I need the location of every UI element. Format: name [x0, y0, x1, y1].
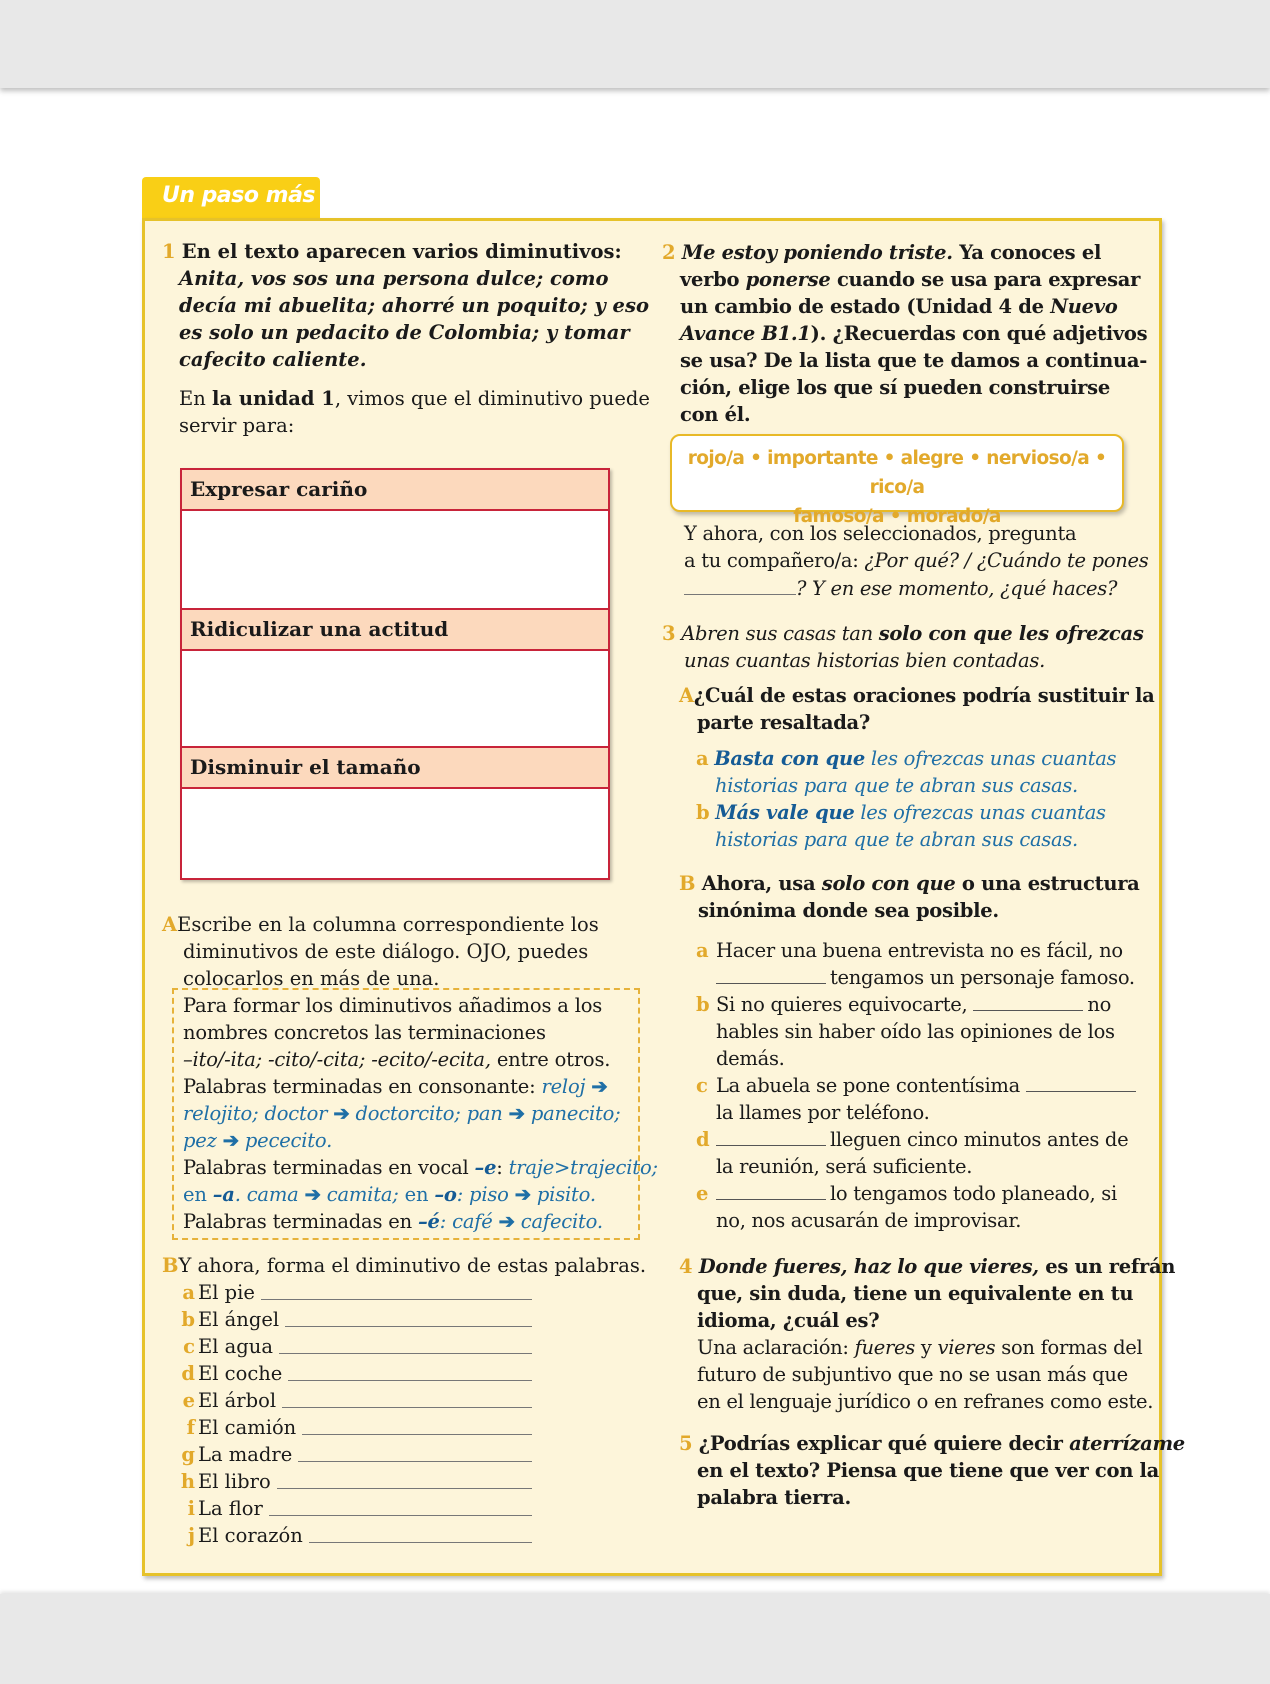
- word-item: [177, 1441, 532, 1468]
- rule-line: entre otros.: [490, 1048, 611, 1071]
- table-header-label: Disminuir el tamaño: [190, 755, 421, 779]
- diminutive-table: [180, 468, 610, 880]
- bottom-bar: [0, 1594, 1270, 1684]
- option-text: historias para que te abran sus casas.: [715, 774, 1078, 797]
- item-text: la llames por teléfono.: [716, 1101, 930, 1124]
- word-item: [177, 1360, 532, 1387]
- exercise-4: [679, 1253, 1175, 1415]
- item-letter: e: [182, 1389, 195, 1412]
- item-letter: a: [182, 1281, 195, 1304]
- followup-question: ? Y en ese momento, ¿qué haces?: [796, 577, 1118, 600]
- rule-line: nombres concretos las terminaciones: [183, 1021, 546, 1044]
- rule-example: cafecito.: [520, 1210, 603, 1233]
- adjective-list: rojo/a • importante • alegre • nervioso/a • rico/a: [687, 448, 1107, 498]
- exercise-3A-options: [696, 745, 1116, 853]
- exercise-1A-text: Escribe en la columna correspondiente los: [177, 913, 599, 936]
- rule-ending: –a: [212, 1183, 235, 1206]
- item-letter: c: [183, 1335, 195, 1358]
- arrow-icon: ➔: [333, 1102, 350, 1125]
- exercise-3-quote: Abren sus casas tan: [681, 622, 879, 645]
- quote-line: Anita, vos sos una persona dulce; como: [179, 267, 609, 290]
- answer-line[interactable]: [716, 1180, 826, 1200]
- rule-example: camita;: [326, 1183, 399, 1206]
- exercise-2-book: Nuevo: [1050, 295, 1118, 318]
- answer-line[interactable]: [282, 1387, 532, 1408]
- item-text: lo tengamos todo planeado, si: [830, 1182, 1117, 1205]
- item-word: El árbol: [198, 1389, 277, 1412]
- exercise-1-paragraph: [179, 385, 650, 439]
- exercise-1-intro: En el texto aparecen varios diminutivos:: [181, 240, 622, 263]
- exercise-2-text: con él.: [680, 403, 751, 426]
- option-letter: a: [696, 747, 709, 770]
- exercise-2-text: un cambio de estado (Unidad 4 de: [680, 295, 1051, 318]
- rule-line: :: [496, 1156, 509, 1179]
- table-header-label: Ridiculizar una actitud: [190, 617, 449, 641]
- item-text: lleguen cinco minutos antes de: [830, 1128, 1129, 1151]
- word-item: [177, 1468, 532, 1495]
- answer-line[interactable]: [288, 1360, 532, 1381]
- para-text: , vimos que el diminutivo puede: [334, 387, 650, 410]
- exercise-5-text: ¿Podrías explicar qué quiere decir: [698, 1432, 1070, 1455]
- para-text: En: [179, 387, 212, 410]
- arrow-icon: ➔: [304, 1183, 321, 1206]
- word-item: [177, 1414, 532, 1441]
- rule-example: pececito.: [244, 1129, 333, 1152]
- item-letter: h: [180, 1470, 195, 1493]
- adjective-list: famoso/a • morado/a: [793, 506, 1001, 527]
- item-letter: f: [186, 1416, 195, 1439]
- arrow-icon: ➔: [514, 1183, 531, 1206]
- exercise-1-quote: [179, 265, 649, 373]
- item-letter: j: [187, 1524, 195, 1547]
- rule-ending: –o: [434, 1183, 457, 1206]
- item-word: El pie: [198, 1281, 255, 1304]
- exercise-3A-question: parte resaltada?: [697, 711, 870, 734]
- item-text: La abuela se pone contentísima: [716, 1074, 1020, 1097]
- exercise-3-highlight: solo con que les ofrezcas: [878, 622, 1144, 645]
- para-bold: la unidad 1: [212, 387, 335, 410]
- item-letter: g: [181, 1443, 195, 1466]
- exercise-3B-text: o una estructura: [955, 872, 1140, 895]
- answer-line[interactable]: [716, 964, 826, 984]
- rule-line: Palabras terminadas en consonante:: [183, 1075, 542, 1098]
- exercise-1B-instruction: Y ahora, forma el diminutivo de estas palabras.: [178, 1254, 647, 1277]
- rule-endings: –ito/-ita; -cito/-cita; -ecito/-ecita,: [183, 1048, 491, 1071]
- option-text: les ofrezcas unas cuantas: [864, 747, 1117, 770]
- exercise-3B-text: sinónima donde sea posible.: [698, 899, 999, 922]
- item-text: demás.: [716, 1047, 785, 1070]
- quote-line: cafecito caliente.: [179, 348, 367, 371]
- item-word: El corazón: [198, 1524, 303, 1547]
- exercise-3-number: 3: [662, 622, 676, 645]
- option-phrase: Más vale que: [715, 801, 855, 824]
- rule-example: panecito;: [530, 1102, 621, 1125]
- exercise-1-number: 1: [162, 240, 176, 263]
- rule-line: en: [183, 1183, 213, 1206]
- rule-box-text: [183, 992, 658, 1235]
- arrow-icon: ➔: [591, 1075, 608, 1098]
- item-letter: a: [696, 939, 709, 962]
- item-letter: b: [181, 1308, 195, 1331]
- rule-example: pez: [183, 1129, 217, 1152]
- exercise-2-title: Me estoy poniendo triste.: [681, 241, 953, 264]
- rule-ending: –e: [474, 1156, 497, 1179]
- word-item: [177, 1333, 532, 1360]
- adjective-box: [670, 434, 1124, 527]
- item-letter: b: [696, 993, 710, 1016]
- item-word: El camión: [198, 1416, 297, 1439]
- exercise-2-text: se usa? De la lista que te damos a continua-: [680, 349, 1148, 372]
- option-text: les ofrezcas unas cuantas: [854, 801, 1106, 824]
- exercise-5-text: palabra tierra.: [697, 1486, 851, 1509]
- rule-example: pisito.: [536, 1183, 596, 1206]
- quote-line: es solo un pedacito de Colombia; y tomar: [179, 321, 630, 344]
- followup-text: a tu compañero/a:: [684, 549, 865, 572]
- exercise-1A-label: A: [162, 913, 178, 936]
- option-letter: b: [696, 801, 710, 824]
- item-word: El coche: [198, 1362, 283, 1385]
- item-letter: i: [187, 1497, 195, 1520]
- exercise-4-form: vieres: [937, 1336, 996, 1359]
- exercise-1: [162, 238, 622, 265]
- exercise-5-word: aterrízame: [1069, 1432, 1185, 1455]
- rule-example: . cama: [234, 1183, 299, 1206]
- exercise-3B-items: [696, 937, 1140, 1234]
- item-letter: e: [696, 1182, 709, 1205]
- exercise-4-text: es un refrán: [1038, 1255, 1176, 1278]
- quote-line: decía mi abuelita; ahorré un poquito; y eso: [179, 294, 649, 317]
- item-word: El agua: [198, 1335, 273, 1358]
- rule-line: en: [398, 1183, 435, 1206]
- exercise-5: [679, 1430, 1185, 1511]
- word-item: [177, 1387, 532, 1414]
- exercise-4-form: fueres: [854, 1336, 915, 1359]
- rule-example: doctorcito; pan: [355, 1102, 503, 1125]
- exercise-2-text: ción, elige los que sí pueden construirse: [680, 376, 1110, 399]
- word-item: [177, 1522, 532, 1549]
- answer-line[interactable]: [279, 1333, 532, 1354]
- exercise-3-quote: unas cuantas historias bien contadas.: [684, 649, 1045, 672]
- answer-line[interactable]: [277, 1468, 532, 1489]
- item-text: Hacer una buena entrevista no es fácil, no: [716, 939, 1123, 962]
- answer-line[interactable]: [973, 991, 1083, 1011]
- item-letter: d: [181, 1362, 195, 1385]
- item-word: El libro: [198, 1470, 271, 1493]
- item-text: no, nos acusarán de improvisar.: [716, 1209, 1022, 1232]
- exercise-4-number: 4: [679, 1255, 693, 1278]
- rule-example: : café: [439, 1210, 493, 1233]
- section-tab-title: Un paso más: [162, 183, 316, 208]
- item-text: hables sin haber oído las opiniones de los: [716, 1020, 1115, 1043]
- exercise-3: [662, 620, 1144, 674]
- exercise-3A: [679, 682, 1154, 736]
- exercise-3B-structure: solo con que: [821, 872, 956, 895]
- exercise-1B-label: B: [162, 1254, 179, 1277]
- item-text: no: [1087, 993, 1112, 1016]
- arrow-icon: ➔: [508, 1102, 525, 1125]
- para-text: servir para:: [179, 414, 295, 437]
- exercise-4-note: y: [915, 1336, 938, 1359]
- answer-line[interactable]: [309, 1522, 532, 1543]
- option-text: historias para que te abran sus casas.: [715, 828, 1078, 851]
- exercise-2-book: Avance B1.1: [680, 322, 811, 345]
- followup-text: Y ahora, con los seleccionados, pregunta: [684, 522, 1077, 545]
- exercise-4-note: son formas del: [995, 1336, 1143, 1359]
- exercise-3B-label: B: [679, 872, 696, 895]
- rule-example: relojito; doctor: [183, 1102, 328, 1125]
- answer-line[interactable]: [285, 1306, 532, 1327]
- exercise-2-number: 2: [662, 241, 676, 264]
- word-item: [177, 1279, 532, 1306]
- item-letter: d: [696, 1128, 710, 1151]
- answer-line[interactable]: [684, 574, 796, 595]
- option-a: [696, 745, 1116, 772]
- rule-ending: –é: [418, 1210, 440, 1233]
- exercise-4-text: idioma, ¿cuál es?: [697, 1309, 880, 1332]
- exercise-5-text: en el texto? Piensa que tiene que ver con la: [697, 1459, 1159, 1482]
- item-text: tengamos un personaje famoso.: [830, 966, 1135, 989]
- exercise-2-text: Ya conoces el: [952, 241, 1102, 264]
- answer-line[interactable]: [716, 1126, 826, 1146]
- table-header: [182, 608, 608, 651]
- word-item: [177, 1495, 532, 1522]
- item-word: La madre: [198, 1443, 293, 1466]
- item-text: Si no quieres equivocarte,: [716, 993, 968, 1016]
- rule-line: Para formar los diminutivos añadimos a los: [183, 994, 603, 1017]
- answer-line[interactable]: [1026, 1072, 1136, 1092]
- exercise-3B-text: Ahora, usa: [701, 872, 822, 895]
- exercise-1A: [162, 911, 599, 992]
- rule-example: reloj: [541, 1075, 586, 1098]
- rule-example: : piso: [456, 1183, 509, 1206]
- answer-line[interactable]: [298, 1441, 532, 1462]
- item-word: La flor: [198, 1497, 263, 1520]
- exercise-1A-text: diminutivos de este diálogo. OJO, puedes: [183, 940, 589, 963]
- exercise-2-text: verbo: [680, 268, 746, 291]
- item-text: la reunión, será suficiente.: [716, 1155, 973, 1178]
- exercise-2: [662, 239, 1147, 428]
- exercise-2-text: ). ¿Recuerdas con qué adjetivos: [810, 322, 1148, 345]
- exercise-3A-question: ¿Cuál de estas oraciones podría sustituir la: [693, 684, 1155, 707]
- exercise-4-note: en el lenguaje jurídico o en refranes como este.: [697, 1390, 1154, 1413]
- exercise-1A-text: colocarlos en más de una.: [183, 967, 440, 990]
- exercise-1B: [162, 1252, 646, 1279]
- followup-question: ¿Por qué? / ¿Cuándo te pones: [864, 549, 1149, 572]
- exercise-5-number: 5: [679, 1432, 693, 1455]
- item-word: El ángel: [198, 1308, 280, 1331]
- top-bar: [0, 0, 1270, 88]
- exercise-4-note: Una aclaración:: [697, 1336, 855, 1359]
- exercise-2-followup: [684, 520, 1149, 602]
- exercise-4-proverb: Donde fueres, haz lo que vieres,: [698, 1255, 1039, 1278]
- answer-line[interactable]: [269, 1495, 532, 1516]
- option-phrase: Basta con que: [714, 747, 865, 770]
- rule-line: Palabras terminadas en vocal: [183, 1156, 475, 1179]
- answer-line[interactable]: [261, 1279, 532, 1300]
- table-header-label: Expresar cariño: [190, 477, 368, 501]
- exercise-3B: [679, 870, 1140, 924]
- arrow-icon: ➔: [498, 1210, 515, 1233]
- word-list: [177, 1279, 532, 1549]
- section-tab: [142, 177, 320, 219]
- exercise-4-note: futuro de subjuntivo que no se usan más que: [697, 1363, 1128, 1386]
- table-header: [182, 746, 608, 789]
- arrow-icon: ➔: [222, 1129, 239, 1152]
- exercise-4-text: que, sin duda, tiene un equivalente en tu: [697, 1282, 1134, 1305]
- item-letter: c: [696, 1074, 708, 1097]
- option-b: [696, 799, 1116, 826]
- rule-line: Palabras terminadas en: [183, 1210, 418, 1233]
- word-item: [177, 1306, 532, 1333]
- answer-line[interactable]: [302, 1414, 532, 1435]
- exercise-2-text: cuando se usa para expresar: [830, 268, 1141, 291]
- rule-example: traje>trajecito;: [508, 1156, 658, 1179]
- exercise-2-verb: ponerse: [745, 268, 831, 291]
- table-header: [182, 470, 608, 511]
- exercise-3A-label: A: [679, 684, 694, 707]
